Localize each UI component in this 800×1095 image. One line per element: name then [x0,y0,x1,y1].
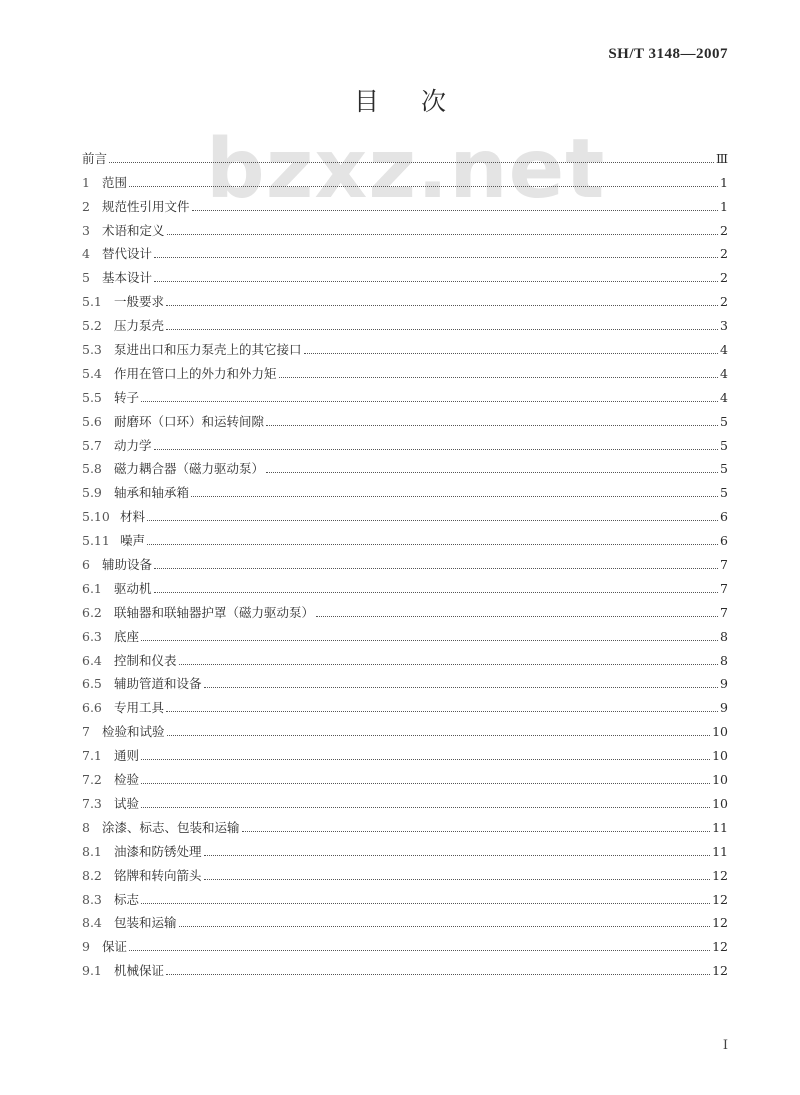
document-code: SH/T 3148—2007 [608,46,728,62]
toc-entry[interactable] [82,620,728,644]
dot-leader [129,949,710,951]
toc-entry-page: 6 [720,509,728,525]
toc-entry-number: 5.11 [82,533,110,549]
toc-entry[interactable] [82,954,728,978]
toc-entry-number: 5.5 [82,389,102,405]
toc-entry-number: 6.3 [82,628,102,644]
toc-entry-number: 8.2 [82,867,102,883]
dot-leader [304,352,718,354]
toc-entry[interactable] [82,691,728,715]
dot-leader [242,830,711,832]
dot-leader [316,615,718,617]
toc-entry-label: 标志 [114,891,140,907]
dot-leader [147,543,718,545]
toc-entry[interactable] [82,835,728,859]
dot-leader [266,424,718,426]
toc-entry[interactable] [82,453,728,477]
toc-entry-label: 油漆和防锈处理 [114,843,202,859]
toc-entry-label: 范围 [102,174,128,190]
dot-leader [166,973,710,975]
toc-entry[interactable] [82,285,728,309]
toc-entry-number: 6.1 [82,580,102,596]
dot-leader [141,782,710,784]
toc-entry-number: 5.9 [82,485,102,501]
toc-entry[interactable] [82,309,728,333]
page-title: 目次 [353,87,488,116]
toc-entry[interactable] [82,333,728,357]
toc-entry[interactable] [82,142,728,166]
toc-entry-page: 9 [720,700,728,716]
toc-entry-label: 铭牌和转向箭头 [114,867,202,883]
toc-entry-page: 8 [720,652,728,668]
toc-entry-page: 12 [712,867,728,883]
toc-entry-label: 辅助管道和设备 [114,676,202,692]
toc-entry-number: 6.2 [82,604,102,620]
toc-entry-page: 4 [720,389,728,405]
dot-leader [204,686,718,688]
toc-entry[interactable] [82,476,728,500]
toc-entry-page: 1 [720,174,728,190]
toc-entry[interactable] [82,166,728,190]
toc-entry-label: 泵进出口和压力泵壳上的其它接口 [114,342,302,358]
footer-page-number: Ⅰ [722,1038,728,1053]
toc-entry-page: 11 [712,819,728,835]
toc-entry-page: 12 [712,915,728,931]
toc-entry[interactable] [82,190,728,214]
toc-entry[interactable] [82,429,728,453]
toc-entry-label: 检验和试验 [102,724,165,740]
dot-leader [166,328,718,330]
toc-entry-label: 替代设计 [102,246,153,262]
dot-leader [204,854,711,856]
toc-entry-number: 5 [82,270,90,286]
toc-entry-label: 作用在管口上的外力和外力矩 [114,365,277,381]
toc-entry-page: 2 [720,222,728,238]
toc-entry-page: 10 [712,748,728,764]
toc-entry[interactable] [82,548,728,572]
dot-leader [141,639,718,641]
toc-entry-label: 专用工具 [114,700,165,716]
dot-leader [167,233,718,235]
dot-leader [266,471,718,473]
toc-entry-page: 3 [720,318,728,334]
toc-entry-number: 8.4 [82,915,102,931]
toc-entry[interactable] [82,381,728,405]
toc-entry-label: 轴承和轴承箱 [114,485,190,501]
toc-entry-label: 材料 [120,509,146,525]
toc-entry-label: 通则 [114,748,140,764]
dot-leader [167,734,711,736]
toc-entry-page: 2 [720,294,728,310]
dot-leader [141,806,710,808]
toc-entry-page: 9 [720,676,728,692]
toc-entry[interactable] [82,859,728,883]
toc-entry-number: 9 [82,939,90,955]
toc-entry-label: 检验 [114,772,140,788]
toc-entry[interactable] [82,572,728,596]
toc-entry-page: 2 [720,246,728,262]
toc-entry-page: 5 [720,485,728,501]
toc-entry-number: 5.4 [82,365,102,381]
toc-entry-number: 7.3 [82,795,102,811]
toc-entry-number: 5.7 [82,437,102,453]
toc-entry-page: 5 [720,413,728,429]
toc-entry-label: 试验 [114,795,140,811]
toc-entry-label: 转子 [114,389,140,405]
table-of-contents [82,142,728,978]
toc-entry-label: 联轴器和联轴器护罩（磁力驱动泵） [114,604,315,620]
toc-entry[interactable] [82,596,728,620]
toc-entry-label: 前言 [82,150,108,166]
toc-entry[interactable] [82,930,728,954]
dot-leader [166,304,718,306]
toc-entry-number: 6.5 [82,676,102,692]
toc-entry[interactable] [82,668,728,692]
toc-entry-page: 7 [720,557,728,573]
toc-entry[interactable] [82,787,728,811]
toc-entry[interactable] [82,739,728,763]
toc-entry[interactable] [82,357,728,381]
toc-entry-page: 11 [712,843,728,859]
toc-entry-page: 5 [720,437,728,453]
toc-entry-number: 5.1 [82,294,102,310]
dot-leader [154,567,718,569]
toc-entry-number: 5.3 [82,342,102,358]
dot-leader [191,495,718,497]
toc-entry[interactable] [82,238,728,262]
toc-entry-label: 底座 [114,628,140,644]
toc-entry-page: 12 [712,891,728,907]
watermark: bzxz.net [206,122,606,217]
toc-entry-page: 10 [712,795,728,811]
toc-entry-label: 规范性引用文件 [102,198,190,214]
toc-entry-page: 8 [720,628,728,644]
toc-entry-number: 7 [82,724,90,740]
dot-leader [179,663,718,665]
toc-entry-number: 7.1 [82,748,102,764]
toc-entry-page: 10 [712,724,728,740]
toc-entry-page: 1 [720,198,728,214]
dot-leader [166,710,718,712]
toc-entry-label: 磁力耦合器（磁力驱动泵） [114,461,265,477]
toc-entry-page: 4 [720,342,728,358]
dot-leader [141,400,718,402]
toc-entry-number: 6.4 [82,652,102,668]
dot-leader [154,591,718,593]
toc-entry[interactable] [82,883,728,907]
toc-entry-number: 8 [82,819,90,835]
toc-entry-page: 5 [720,461,728,477]
dot-leader [279,376,718,378]
dot-leader [154,280,718,282]
toc-entry-label: 保证 [102,939,128,955]
toc-entry-page: 12 [712,939,728,955]
toc-entry-page: 12 [712,963,728,979]
toc-entry-number: 7.2 [82,772,102,788]
toc-entry-page: 7 [720,580,728,596]
dot-leader [192,209,718,211]
toc-entry-label: 涂漆、标志、包装和运输 [102,819,240,835]
toc-entry-number: 5.2 [82,318,102,334]
toc-entry-number: 6 [82,557,90,573]
toc-entry-number: 6.6 [82,700,102,716]
toc-entry[interactable] [82,644,728,668]
toc-entry-number: 5.10 [82,509,110,525]
toc-entry-label: 控制和仪表 [114,652,177,668]
toc-entry-page: Ⅲ [715,150,728,166]
toc-entry-page: 7 [720,604,728,620]
dot-leader [141,758,710,760]
dot-leader [141,902,710,904]
toc-entry-label: 包装和运输 [114,915,177,931]
dot-leader [154,256,718,258]
dot-leader [147,519,718,521]
toc-entry-label: 驱动机 [114,580,152,596]
toc-entry-label: 压力泵壳 [114,318,165,334]
toc-entry-page: 2 [720,270,728,286]
dot-leader [204,878,711,880]
toc-entry-label: 一般要求 [114,294,165,310]
toc-entry[interactable] [82,763,728,787]
toc-entry-number: 8.3 [82,891,102,907]
toc-entry-number: 5.6 [82,413,102,429]
toc-entry-page: 4 [720,365,728,381]
toc-entry[interactable] [82,524,728,548]
toc-entry-number: 5.8 [82,461,102,477]
toc-entry[interactable] [82,500,728,524]
toc-entry-number: 3 [82,222,90,238]
toc-entry[interactable] [82,214,728,238]
dot-leader [179,925,711,927]
toc-entry-label: 耐磨环（口环）和运转间隙 [114,413,265,429]
dot-leader [129,185,718,187]
toc-entry[interactable] [82,261,728,285]
toc-entry-label: 基本设计 [102,270,153,286]
toc-entry-number: 2 [82,198,90,214]
toc-entry-page: 6 [720,533,728,549]
toc-entry-number: 9.1 [82,963,102,979]
toc-entry-page: 10 [712,772,728,788]
toc-entry[interactable] [82,405,728,429]
toc-entry-label: 辅助设备 [102,557,153,573]
dot-leader [154,448,718,450]
toc-entry-label: 机械保证 [114,963,165,979]
toc-entry-number: 4 [82,246,90,262]
toc-entry-label: 动力学 [114,437,152,453]
toc-entry-number: 8.1 [82,843,102,859]
dot-leader [109,161,714,163]
toc-entry-label: 术语和定义 [102,222,165,238]
toc-entry[interactable] [82,715,728,739]
toc-entry[interactable] [82,811,728,835]
toc-entry-label: 噪声 [120,533,146,549]
toc-entry[interactable] [82,907,728,931]
toc-entry-number: 1 [82,174,90,190]
